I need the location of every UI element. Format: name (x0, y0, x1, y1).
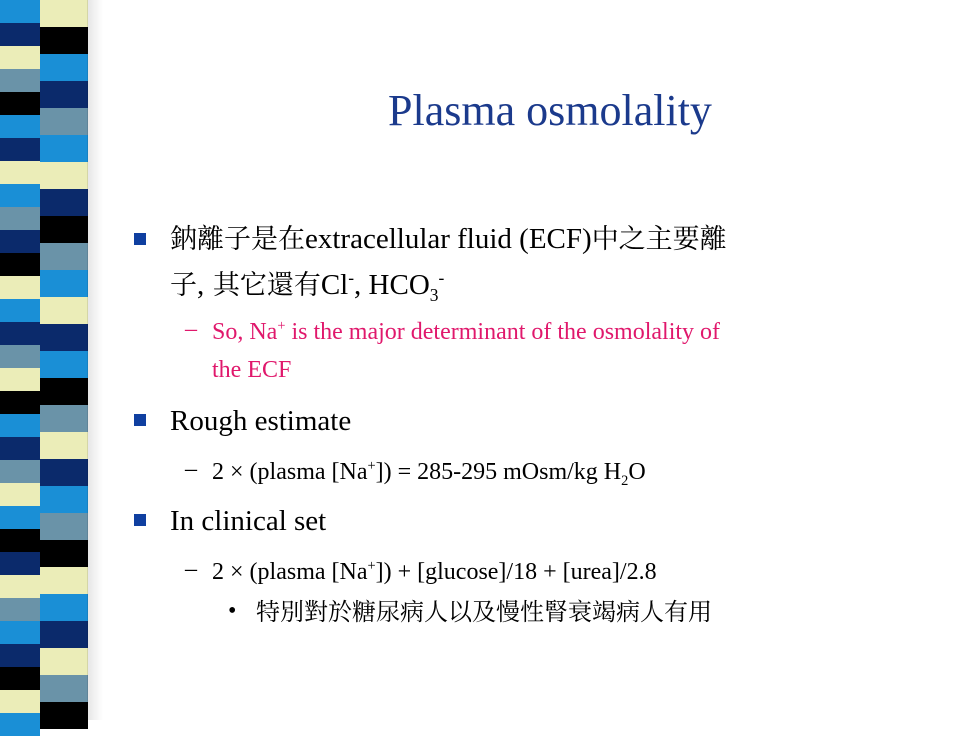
bullet-1-cjk-a: 鈉離子是在 (170, 224, 305, 255)
sub-1-part-2: is the major determinant of the osmolality of (285, 319, 721, 345)
sub-3-part-2: ]) + [glucose]/18 + [urea]/2.8 (375, 559, 657, 585)
bicarbonate-subscript: 3 (429, 284, 439, 305)
sub-bullet-1-line-1 (212, 316, 720, 348)
sub-dash-3: – (185, 556, 197, 582)
water-subscript: 2 (621, 472, 629, 489)
bullet-1-cjk-d: 其它還有 (204, 270, 321, 301)
sub-2-part-1: 2 × (plasma [Na (212, 459, 368, 485)
bullet-1-line-1 (170, 220, 727, 259)
bicarbonate-charge: - (438, 267, 445, 288)
bullet-3-text: In clinical set (170, 505, 327, 537)
sub-bullet-2 (212, 456, 646, 488)
slide-title: Plasma osmolality (388, 86, 712, 135)
sub-2-part-3: O (628, 459, 646, 485)
chloride-charge: - (348, 267, 355, 288)
bullet-1-cjk-c: 子 (170, 270, 197, 301)
sub-bullet-3 (212, 556, 657, 588)
sub-2-part-2: ]) = 285-295 mOsm/kg H (375, 459, 622, 485)
bicarbonate-label: , HCO (354, 269, 430, 301)
sub-sub-bullet-dot: • (228, 598, 237, 624)
sub-bullet-1-line-2: the ECF (212, 357, 292, 383)
bullet-square-icon (134, 233, 146, 245)
sub-dash-2: – (185, 456, 197, 482)
chloride-label: Cl (320, 269, 349, 301)
sodium-charge: + (367, 558, 376, 574)
sub-3-part-1: 2 × (plasma [Na (212, 559, 368, 585)
bullet-1-cjk-b: 中之主要離 (591, 224, 727, 255)
bullet-2-text: Rough estimate (170, 405, 352, 437)
sodium-charge: + (367, 458, 376, 474)
bullet-square-icon (134, 514, 146, 526)
sodium-charge: + (277, 318, 286, 334)
bullet-1-line-2 (170, 266, 444, 305)
bullet-1-text: extracellular fluid (ECF) (305, 223, 592, 255)
sub-1-part-1: So, Na (212, 319, 278, 345)
sub-sub-bullet-text: 特別對於糖尿病人以及慢性腎衰竭病人有用 (256, 598, 712, 626)
sub-dash-1: – (185, 316, 197, 342)
bullet-1-comma: , (197, 269, 205, 301)
bullet-square-icon (134, 414, 146, 426)
